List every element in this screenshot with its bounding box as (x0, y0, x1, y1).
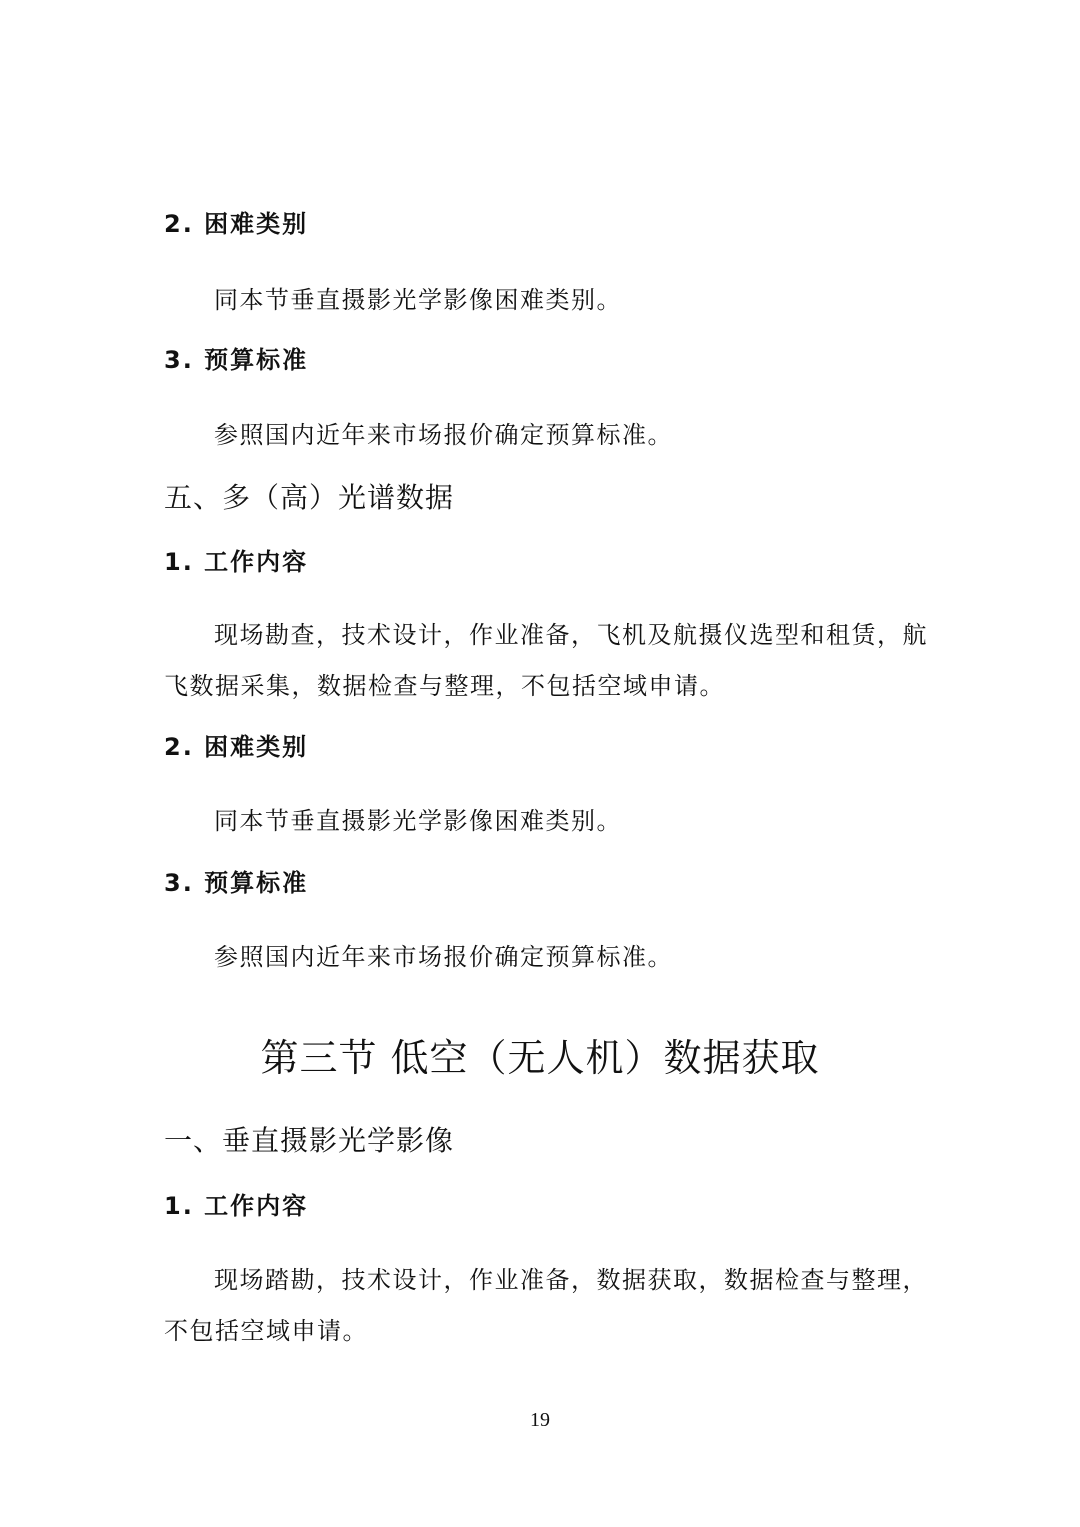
page-number: 19 (530, 1409, 550, 1431)
paragraph-work-content-line2: 飞数据采集，数据检查与整理，不包括空域申请。 (164, 672, 725, 700)
paragraph-work-content-line1: 现场勘查，技术设计，作业准备，飞机及航摄仪选型和租赁，航 (214, 621, 928, 649)
subsection-heading-budget-2: 3. 预算标准 (164, 869, 309, 897)
paragraph-budget: 参照国内近年来市场报价确定预算标准。 (214, 421, 673, 449)
paragraph-work-content-2-line1: 现场踏勘，技术设计，作业准备，数据获取，数据检查与整理， (214, 1266, 928, 1294)
paragraph-budget-2: 参照国内近年来市场报价确定预算标准。 (214, 943, 673, 971)
subsection-heading-work-content-2: 1. 工作内容 (164, 1192, 309, 1220)
subsection-heading-work-content: 1. 工作内容 (164, 548, 309, 576)
section-heading-low-altitude: 第三节 低空（无人机）数据获取 (260, 1036, 820, 1080)
part-heading-vertical-photography: 一、垂直摄影光学影像 (164, 1124, 455, 1157)
paragraph-work-content-2-line2: 不包括空域申请。 (164, 1317, 368, 1345)
part-heading-multispectral: 五、多（高）光谱数据 (164, 481, 455, 514)
subsection-heading-budget: 3. 预算标准 (164, 346, 309, 374)
subsection-heading-difficulty: 2. 困难类别 (164, 210, 309, 238)
paragraph-difficulty-2: 同本节垂直摄影光学影像困难类别。 (214, 807, 622, 835)
paragraph-difficulty: 同本节垂直摄影光学影像困难类别。 (214, 286, 622, 314)
subsection-heading-difficulty-2: 2. 困难类别 (164, 733, 309, 761)
